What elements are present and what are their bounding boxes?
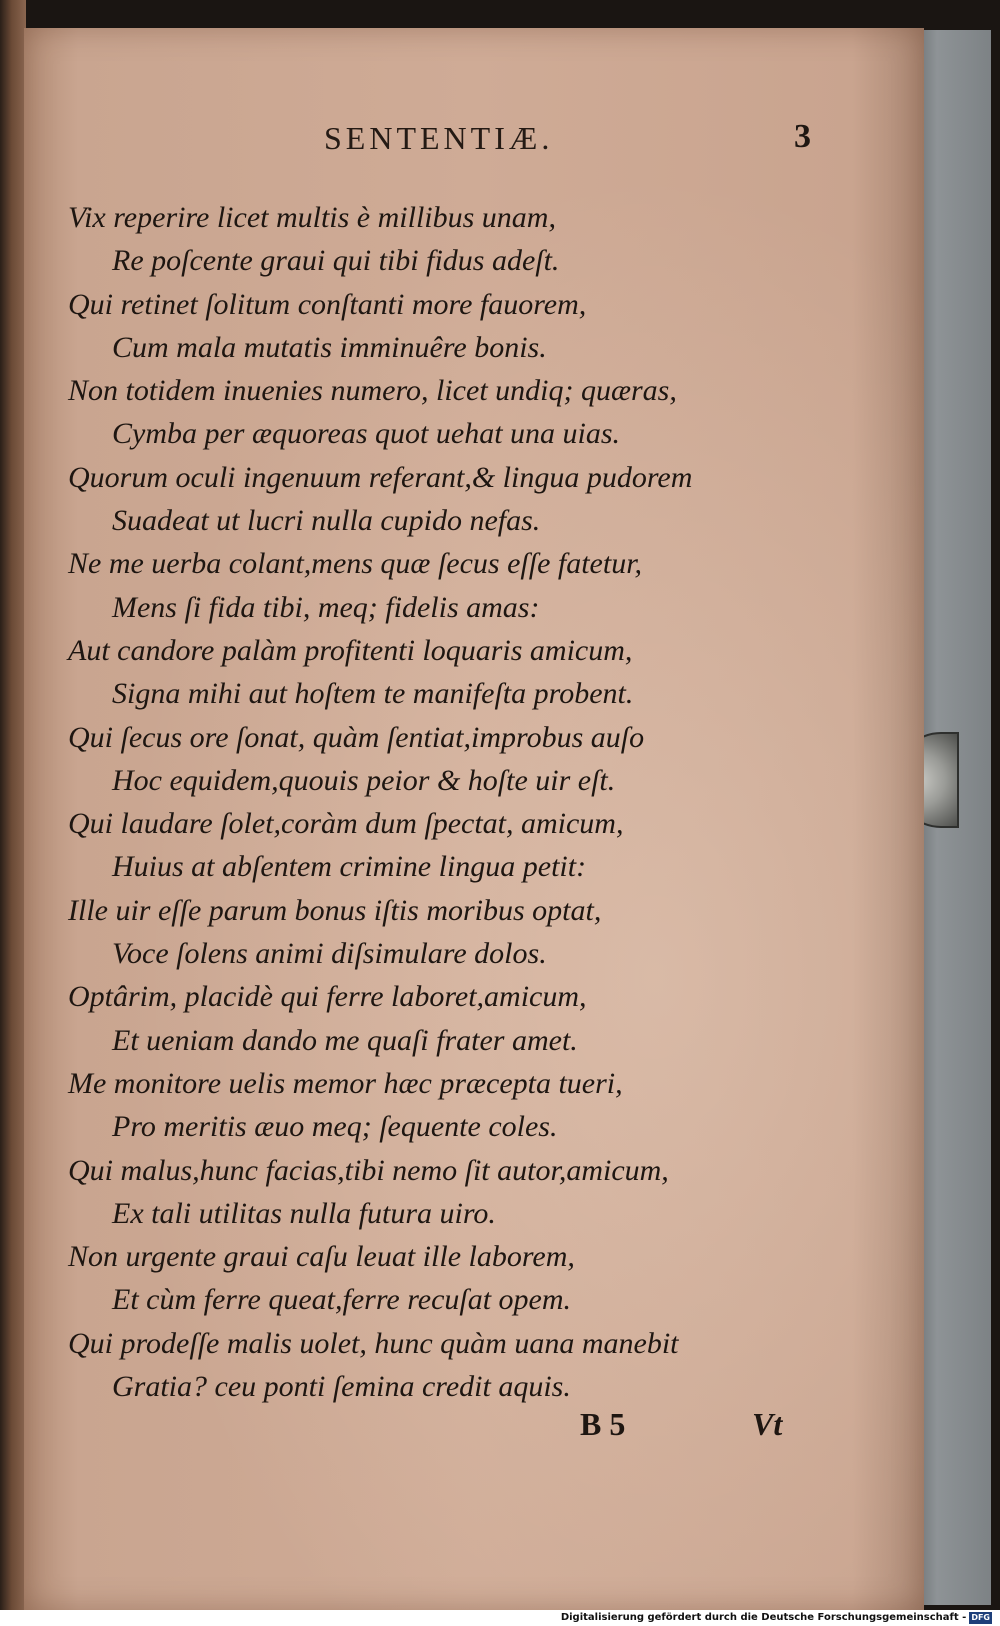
verse-line: Ille uir eſſe parum bonus iſtis moribus optat, [68, 893, 602, 927]
folio-number: 3 [794, 118, 811, 155]
verse-line: Re poſcente graui qui tibi fidus adeſt. [112, 244, 560, 278]
verse-line: Et ueniam dando me quaſi frater amet. [112, 1023, 578, 1057]
page-footer [24, 1406, 924, 1450]
verse-line: Hoc equidem,quouis peior & hoſte uir eſt. [112, 763, 616, 797]
verse-line: Aut candore palàm profitenti loquaris amicum, [68, 633, 633, 667]
verse-line: Et cùm ferre queat,ferre recuſat opem. [112, 1283, 572, 1317]
verse-line: Mens ſi fida tibi, meq; fidelis amas: [112, 590, 540, 624]
verse-line: Quorum oculi ingenuum referant,& lingua pudorem [68, 460, 693, 494]
verse-line: Cum mala mutatis imminuêre bonis. [112, 330, 547, 364]
signature-mark: B 5 [580, 1406, 626, 1442]
verse-line: Non urgente graui caſu leuat ille laborem, [68, 1240, 575, 1274]
verse-line: Pro meritis æuo meq; ſequente coles. [112, 1110, 558, 1144]
verse-line: Qui malus,hunc facias,tibi nemo ſit autor,amicum, [68, 1153, 669, 1187]
credit-text: Digitalisierung gefördert durch die Deutsche Forschungsgemeinschaft - [560, 1612, 967, 1623]
verse-line: Suadeat ut lucri nulla cupido nefas. [112, 504, 541, 538]
digitization-credit [561, 1610, 992, 1626]
verse-line: Ex tali utilitas nulla futura uiro. [112, 1196, 496, 1230]
verse-line: Optârim, placidè qui ferre laboret,amicum, [68, 980, 587, 1014]
verse-line: Ne me uerba colant,mens quæ ſecus eſſe fatetur, [68, 547, 643, 581]
verse-line: Voce ſolens animi diſsimulare dolos. [112, 937, 547, 971]
verse-line: Signa mihi aut hoſtem te manifeſta probent. [112, 677, 634, 711]
verse-line: Qui prodeſſe malis uolet, hunc quàm uana manebit [68, 1326, 679, 1360]
verse-line: Me monitore uelis memor hæc præcepta tueri, [68, 1066, 623, 1100]
verse-line: Qui retinet ſolitum conſtanti more fauorem, [68, 287, 587, 321]
running-head: SENTENTIÆ. [324, 120, 554, 156]
credit-strip [0, 1610, 1000, 1626]
verse-line: Vix reperire licet multis è millibus unam, [68, 201, 556, 234]
verse-line: Non totidem inuenies numero, licet undiq; quæras, [68, 374, 677, 408]
dfg-logo-icon: DFG [971, 1613, 990, 1622]
verse-line: Gratia? ceu ponti ſemina credit aquis. [112, 1370, 571, 1404]
catchword: Vt [752, 1406, 783, 1442]
verse-line: Qui ſecus ore ſonat, quàm ſentiat,improbus auſo [68, 720, 645, 754]
book-page [24, 28, 924, 1610]
left-book-edge [0, 0, 26, 1610]
verse-text [68, 196, 848, 1408]
verse-line: Cymba per æquoreas quot uehat una uias. [112, 417, 621, 451]
verse-line: Huius at abſentem crimine lingua petit: [112, 850, 587, 884]
page-header [24, 120, 924, 164]
verse-line: Qui laudare ſolet,coràm dum ſpectat, amicum, [68, 807, 624, 841]
